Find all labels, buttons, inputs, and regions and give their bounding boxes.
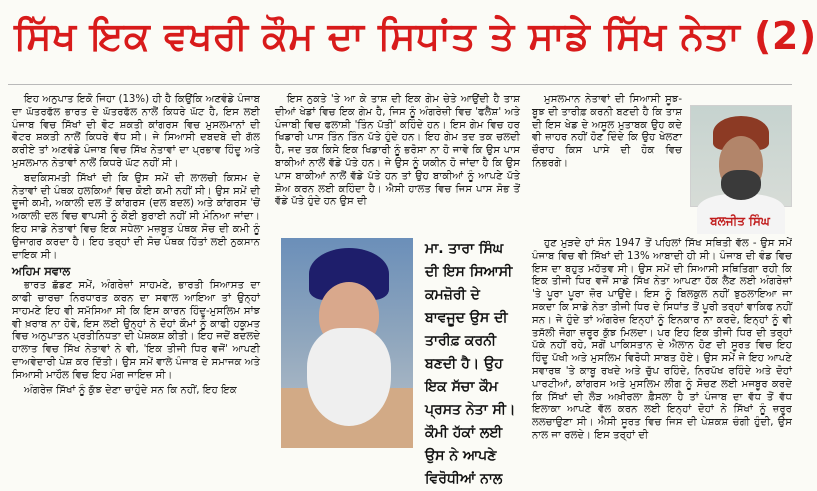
portrait-photo-tara-singh (281, 238, 413, 438)
article-column-3-continued (532, 238, 792, 453)
author-photo (690, 105, 792, 207)
article-column-1 (12, 94, 260, 453)
paragraph: ਇਸ ਨੁਕਤੇ 'ਤੇ ਆ ਕੇ ਤਾਸ਼ ਦੀ ਇਕ ਗੇਮ ਚੇਤੇ ਆਉਂਦੀ ਹੈ ਤਾਸ਼ ਦੀਆਂ ਖੇਡਾਂ ਵਿਚ ਇਕ ਗੇਮ ਹੈ, ਜਿਸ ਨੂੰ ਅੰਗਰੇਜ਼ੀ ਵਿਚ 'ਫਲੈਸ਼' ਅਤੇ ਪੰਜਾਬੀ ਵਿਚ ਫਲਾਸ਼ੀ 'ਤਿੰਨ ਪੱਤੀ' ਕਹਿੰਦੇ ਹਨ। ਇਸ ਗੇਮ ਵਿਚ ਹਰ ਖਿਡਾਰੀ ਪਾਸ ਤਿੰਨ ਤਿੰਨ ਪੱਤੇ ਹੁੰਦੇ ਹਨ। ਇਹ ਗੇਮ ਤਦ ਤਕ ਚਲਦੀ ਹੈ, ਜਦ ਤਕ ਕਿਸੇ ਇਕ ਖਿਡਾਰੀ ਨੂੰ ਭਰੋਸਾ ਨਾ ਹੋ ਜਾਵੇ ਕਿ ਉਸ ਪਾਸ ਬਾਕੀਆਂ ਨਾਲੋਂ ਵੱਡੇ ਪੱਤੇ ਹਨ। ਜੇ ਉਸ ਨੂੰ ਯਕੀਨ ਹੋ ਜਾਂਦਾ ਹੈ ਕਿ ਉਸ ਪਾਸ ਬਾਕੀਆਂ ਨਾਲੋਂ ਵੱਡੇ ਪੱਤੇ ਹਨ ਤਾਂ ਉਹ ਬਾਕੀਆਂ ਨੂੰ ਆਪਣੇ ਪੱਤੇ ਸ਼ੋਅ ਕਰਨ ਲਈ ਕਹਿੰਦਾ ਹੈ। ਐਸੀ ਹਾਲਤ ਵਿਚ ਜਿਸ ਪਾਸ ਸੋਭ ਤੋਂ ਵੱਡੇ ਪੱਤੇ ਹੁੰਦੇ ਹਨ ਉਸ ਦੀ (275, 94, 520, 208)
pull-quote: ਮਾ. ਤਾਰਾ ਸਿੰਘ ਦੀ ਇਸ ਸਿਆਸੀ ਕਮਜ਼ੋਰੀ ਦੇ ਬਾਵਜੂਦ ਉਸ ਦੀ ਤਾਰੀਫ਼ ਕਰਨੀ ਬਣਦੀ ਹੈ। ਉਹ ਇਕ ਸੱਚਾ ਕੌਮ ਪ੍ਰਸਤ ਨੇਤਾ ਸੀ। ਕੌਮੀ ਹੱਕਾਂ ਲਈ ਉਸ ਨੇ ਆਪਣੇ ਵਿਰੋਧੀਆਂ ਨਾਲ (425, 241, 516, 487)
article-column-2 (275, 94, 520, 234)
paragraph: ਹੁਣ ਮੁੜਦੇ ਹਾਂ ਸੰਨ 1947 ਤੋਂ ਪਹਿਲਾਂ ਸਿੱਖ ਸਥਿਤੀ ਵੱਲ - ਉਸ ਸਮੇਂ ਪੰਜਾਬ ਵਿਚ ਵੀ ਸਿੱਖਾਂ ਦੀ 13% ਆਬਾਦੀ ਹੀ ਸੀ। ਪੰਜਾਬ ਦੀ ਵੰਡ ਵਿਚ ਇਸ ਦਾ ਬਹੁਤ ਮਹੱਤਵ ਸੀ। ਉਸ ਸਮੇਂ ਦੀ ਸਿਆਸੀ ਸਥਿਤਿਗਾ ਰਹੀ ਕਿ ਇਕ ਤੀਜੀ ਧਿਰ ਵਜੋਂ ਸਾਡੇ ਸਿੱਖ ਨੇਤਾ ਆਪਣਾ ਹੱਕ ਲੈਣ ਲਈ ਅੰਗਰੇਜ਼ਾਂ 'ਤੇ ਪੂਰਾ ਪੂਰਾ ਜ਼ੋਰ ਪਾਉਂਦੇ। ਇਸ ਨੂੰ ਬਿਲਕੁਲ ਨਹੀਂ ਝੁਠਲਾਇਆ ਜਾ ਸਕਦਾ ਕਿ ਸਾਡੇ ਨੇਤਾ ਤੀਜੀ ਧਿਰ ਦੇ ਸਿਧਾਂਤ ਤੋਂ ਪੂਰੀ ਤਰ੍ਹਾਂ ਵਾਕਿਫ ਨਹੀਂ ਸਨ। ਜੇ ਹੁੰਦੇ ਤਾਂ ਅੰਗਰੇਜ਼ ਇਨ੍ਹਾਂ ਨੂੰ ਇਨਕਾਰ ਨਾ ਕਰਦੇ, ਇਨ੍ਹਾਂ ਨੂੰ ਵੀ ਤਸੱਲੀ ਜੋਗਾ ਜ਼ਰੂਰ ਕੁੱਝ ਮਿਲਦਾ। ਪਰ ਇਹ ਇਕ ਤੀਜੀ ਧਿਰ ਦੀ ਤਰ੍ਹਾਂ ਪੱਕੇ ਨਹੀਂ ਰਹੇ, ਸਗੋਂ ਪਾਕਿਸਤਾਨ ਦੇ ਐਲਾਨ ਹੋਣ ਦੀ ਸੂਰਤ ਵਿਚ ਇਹ ਹਿੰਦੂ ਪੱਖੀ ਅਤੇ ਮੁਸਲਿਮ ਵਿਰੋਧੀ ਸਾਬਤ ਹੋਏ। ਉਸ ਸਮੇਂ ਜੇ ਇਹ ਆਪਣੇ ਸਵਾਰਥ 'ਤੇ ਕਾਬੂ ਰਖਦੇ ਅਤੇ ਚੁੱਪ ਰਹਿੰਦੇ, ਨਿਰਪੱਖ ਰਹਿੰਦੇ ਅਤੇ ਦੋਹਾਂ ਪਾਰਟੀਆਂ, ਕਾਂਗਰਸ ਅਤੇ ਮੁਸਲਿਮ ਲੀਗ ਨੂੰ ਸੋਚਣ ਲਈ ਮਜਬੂਰ ਕਰਦੇ ਕਿ ਸਿੱਖਾਂ ਦੀ ਲੋੜ ਅਖ਼ੀਰਲਾ ਫ਼ੈਸਲਾ ਹੈ ਤਾਂ ਪੰਜਾਬ ਦਾ ਵੱਧ ਤੋਂ ਵੱਧ ਇਲਾਕਾ ਆਪਣੇ ਵੱਲ ਕਰਨ ਲਈ ਇਨ੍ਹਾਂ ਦੋਹਾਂ ਨੇ ਸਿੱਖਾਂ ਨੂੰ ਜ਼ਰੂਰ ਲਲਚਾਉਣਾ ਸੀ। ਐਸੀ ਸੂਰਤ ਵਿਚ ਜਿਸ ਦੀ ਪੇਸ਼ਕਸ਼ ਚੰਗੀ ਹੁੰਦੀ, ਉਸ ਨਾਲ ਜਾ ਰਲਦੇ। ਇਸ ਤਰ੍ਹਾਂ ਦੀ (532, 238, 792, 441)
paragraph: ਮੁਸਲਮਾਨ ਨੇਤਾਵਾਂ ਦੀ ਸਿਆਸੀ ਸੂਝ-ਬੂਝ ਦੀ ਤਾਰੀਫ਼ ਕਰਨੀ ਬਣਦੀ ਹੈ ਕਿ ਤਾਸ਼ ਦੀ ਇਸ ਖੇਡ ਦੇ ਅਸੂਲ ਮੁਤਾਬਕ ਉਹ ਕਦੇ ਵੀ ਜ਼ਾਹਰ ਨਹੀਂ ਹੋਣ ਦਿੰਦੇ ਕਿ ਉਹ ਖੇਲਣਾ ਚੌਰਾਹ ਕਿਸ ਪਾਸੇ ਦੀ ਹੋਕ ਵਿਚ ਨਿਭਰਗੇ। (532, 94, 682, 169)
paragraph: ਇਹ ਅਨੁਪਾਤ ਇਕੋ ਜਿਹਾ (13%) ਹੀ ਹੈ ਕਿਉਂਕਿ ਅਣਵੰਡੇ ਪੰਜਾਬ ਦਾ ਘੱਤਰਫੱਲ ਭਾਰਤ ਦੇ ਘੱਤਰਫੱਲ ਨਾਲੋਂ ਕਿਧਰੇ ਘੱਟ ਹੈ, ਇਸ ਲਈ ਪੰਜਾਬ ਵਿਚ ਸਿੱਖਾਂ ਦੀ ਵੋਟ ਸ਼ਕਤੀ ਕਾਂਗਰਸ ਵਿਚ ਮੁਸਲਮਾਨਾਂ ਦੀ ਵੋਟਰ ਸ਼ਕਤੀ ਨਾਲੋਂ ਕਿਧਰੇ ਵੱਧ ਸੀ। ਜੇ ਸਿਆਸੀ ਦਬਦਬੇ ਦੀ ਗੱਲ ਕਰੀਏ ਤਾਂ ਅਣਵੰਡੇ ਪੰਜਾਬ ਵਿਚ ਸਿੱਖ ਨੇਤਾਵਾਂ ਦਾ ਪ੍ਰਭਾਵ ਹਿੰਦੂ ਅਤੇ ਮੁਸਲਮਾਨ ਨੇਤਾਵਾਂ ਨਾਲੋਂ ਕਿਧਰੇ ਘੱਟ ਨਹੀਂ ਸੀ। (12, 94, 260, 169)
author-name-caption: ਬਲਜੀਤ ਸਿੰਘ (710, 214, 770, 228)
paragraph: ਭਾਰਤ ਛੱਡਣ ਸਮੇਂ, ਅੰਗਰੇਜ਼ਾਂ ਸਾਹਮਣੇ, ਭਾਰਤੀ ਸਿਆਸਤ ਦਾ ਕਾਫੀ ਚਾਰਚਾ ਨਿਰਧਾਰਤ ਕਰਨ ਦਾ ਸਵਾਲ ਆਇਆ ਤਾਂ ਉਨ੍ਹਾਂ ਸਾਹਮਣੇ ਇਹ ਵੀ ਸਮੱਸਿਆ ਸੀ ਕਿ ਇਸ ਕਾਰਨ ਹਿੰਦੂ-ਮੁਸਲਿਮ ਸਾਂਝ ਵੀ ਖ਼ਰਾਬ ਨਾ ਹੋਵੇ, ਇਸ ਲਈ ਉਨ੍ਹਾਂ ਨੇ ਦੋਹਾਂ ਕੌਮਾਂ ਨੂੰ ਕਾਫੀ ਹਕੂਮਤ ਵਿਚ ਅਨੁਪਾਤਨ ਪ੍ਰਤੀਨਿਧਤਾ ਦੀ ਪੇਸ਼ਕਸ਼ ਕੀਤੀ। ਇਹ ਜਦੋਂ ਬਦਲਦੇ ਹਾਲਾਤ ਵਿਚ ਸਿੱਖ ਨੇਤਾਵਾਂ ਨੇ ਵੀ, 'ਇਕ ਤੀਜੀ ਧਿਰ ਵਜੋਂ' ਆਪਣੀ ਦਾਅਵੇਦਾਰੀ ਪੇਸ਼ ਕਰ ਦਿੱਤੀ। ਉਸ ਸਮੇਂ ਵਾਲੇ ਪੰਜਾਬ ਦੇ ਸਮਾਜਕ ਅਤੇ ਸਿਆਸੀ ਮਾਹੌਲ ਵਿਚ ਇਹ ਮੰਗ ਜਾਇਜ਼ ਸੀ। (12, 280, 260, 381)
paragraph: ਬਦਕਿਸਮਤੀ ਸਿੱਖਾਂ ਦੀ ਕਿ ਉਸ ਸਮੇਂ ਦੀ ਲਾਲਚੀ ਕਿਸਮ ਦੇ ਨੇਤਾਵਾਂ ਦੀ ਪੰਥਕ ਹਲਕਿਆਂ ਵਿਚ ਕੋਈ ਕਮੀ ਨਹੀਂ ਸੀ। ਉਸ ਸਮੇਂ ਦੀ ਦੂਜੀ ਕਮੀ, ਅਕਾਲੀ ਦਲ ਤੋਂ ਕਾਂਗਰਸ (ਦਲ ਬਦਲ) ਅਤੇ ਕਾਂਗਰਸ 'ਚੋਂ ਅਕਾਲੀ ਦਲ ਵਿਚ ਵਾਪਸੀ ਨੂੰ ਕੋਈ ਬੁਰਾਈ ਨਹੀਂ ਸੀ ਮੰਨਿਆ ਜਾਂਦਾ। ਇਹ ਸਾਡੇ ਨੇਤਾਵਾਂ ਵਿਚ ਇਕ ਸਧੇਲਾ ਮਜ਼ਬੂਤ ਪੰਥਕ ਸੋਚ ਦੀ ਕਮੀ ਨੂੰ ਉਜਾਗਰ ਕਰਦਾ ਹੈ। ਇਹ ਤਰ੍ਹਾਂ ਦੀ ਸੋਚ ਪੰਥਕ ਹਿੱਤਾਂ ਲਈ ਨੁਕਸਾਨ ਦਾਇਕ ਸੀ। (12, 172, 260, 261)
subheading: ਅਹਿਮ ਸਵਾਲ (12, 264, 71, 279)
paragraph: ਅੰਗਰੇਜ਼ ਸਿੱਖਾਂ ਨੂੰ ਕੁੱਝ ਦੇਣਾ ਚਾਹੁੰਦੇ ਸਨ ਕਿ ਨਹੀਂ, ਇਹ ਇਕ (24, 384, 237, 396)
headline: ਸਿੱਖ ਇਕ ਵਖਰੀ ਕੌਮ ਦਾ ਸਿਧਾਂਤ ਤੇ ਸਾਡੇ ਸਿੱਖ ਨੇਤਾ (2) (14, 14, 817, 58)
headline-rule (8, 84, 792, 85)
